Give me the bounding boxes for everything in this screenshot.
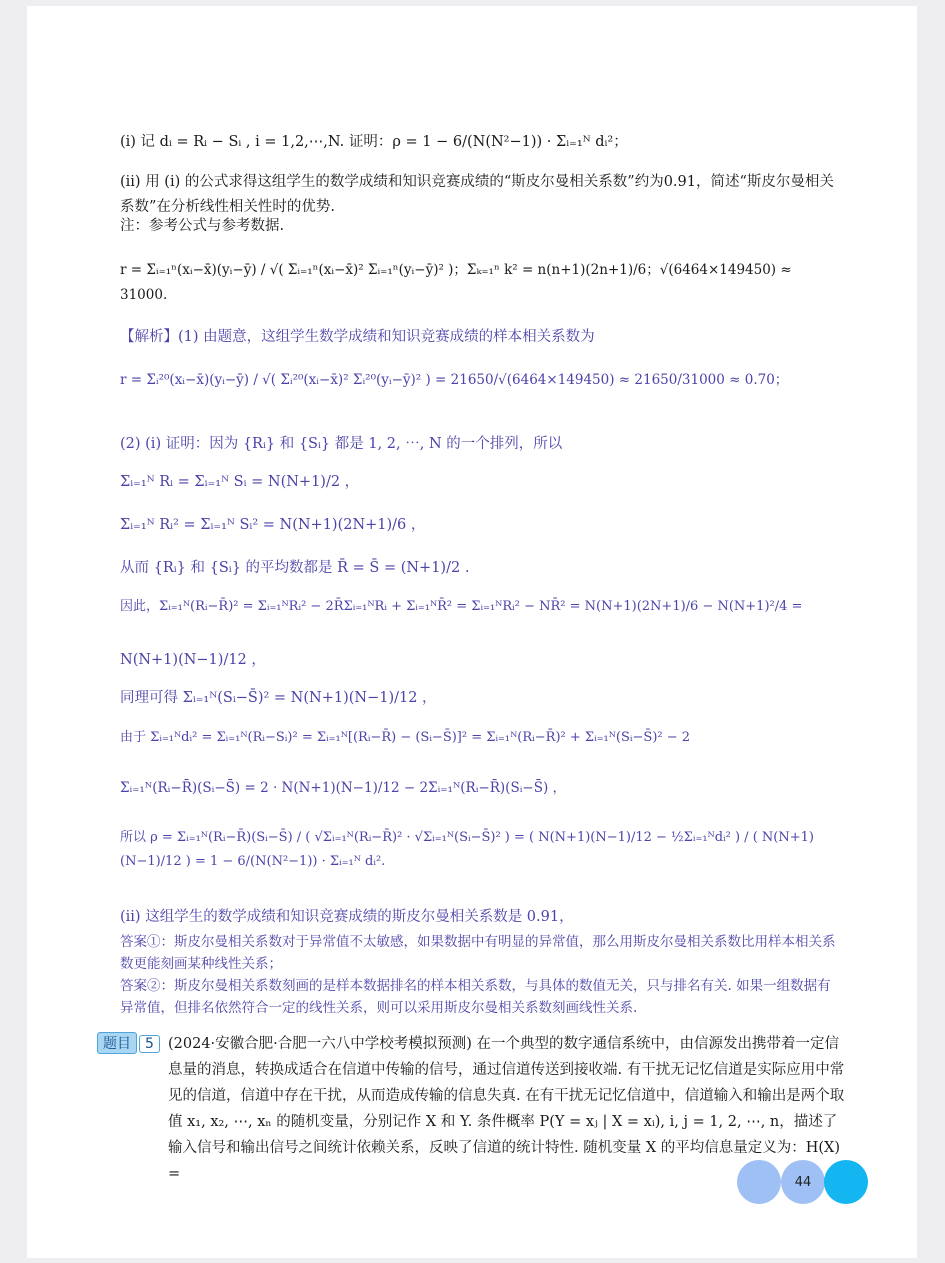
rank-mean-equation: 从而 {Rᵢ} 和 {Sᵢ} 的平均数都是 R̄ = S̄ = (N+1)/2 . <box>120 560 470 576</box>
decorative-circle-right <box>824 1160 868 1204</box>
rank-square-sum-equation: Σᵢ₌₁ᴺ Rᵢ² = Σᵢ₌₁ᴺ Sᵢ² = N(N+1)(2N+1)/6 ， <box>120 517 426 533</box>
reference-formula: r = Σᵢ₌₁ⁿ(xᵢ−x̄)(yᵢ−ȳ) / √( Σᵢ₌₁ⁿ(xᵢ−x̄)² Σᵢ₌₁ⁿ(yᵢ−ȳ)² )；Σₖ₌₁ⁿ k² = n(n+1)(2n+1)/6；√(6464×149450) ≈ 31000. <box>120 262 792 303</box>
solution-intro: 【解析】(1) 由题意，这组学生数学成绩和知识竞赛成绩的样本相关系数为 <box>120 329 595 345</box>
proof-intro: (2) (i) 证明：因为 {Rᵢ} 和 {Sᵢ} 都是 1, 2, ⋯, N 的一个排列，所以 <box>120 436 563 452</box>
next-problem-text: (2024·安徽合肥·合肥一六八中学校考模拟预测) 在一个典型的数字通信系统中，由信源发出携带着一定信息量的消息，转换成适合在信道中传输的信号，通过信道传送到接收端. 有干扰无记忆信道是实际应用中常见的信道，信道中存在干扰，从而造成传输的信息失真. 在有干扰无记忆信道中，信道输入和输出是两个取值 x₁, x₂, ⋯, xₙ 的随机变量，分别记作 X 和 Y. 条件概率 P(Y = xⱼ | X = xᵢ), i, j = 1, 2, ⋯, n，描述了输入信号和输出信号之间统计依赖关系，反映了信道的统计特性. 随机变量 X 的平均信息量定义为：H(X) = <box>168 1036 845 1182</box>
problem-part-i: (i) 记 dᵢ = Rᵢ − Sᵢ , i = 1,2,⋯,N. 证明：ρ = 1 − 6/(N(N²−1)) · Σᵢ₌₁ᴺ dᵢ²； <box>120 134 628 150</box>
page-number: 44 <box>781 1160 825 1204</box>
decorative-circle-left <box>737 1160 781 1204</box>
problem-part-ii: (ii) 用 (i) 的公式求得这组学生的数学成绩和知识竞赛成绩的“斯皮尔曼相关系数”约为0.91，简述“斯皮尔曼相关系数”在分析线性相关性时的优势. <box>120 174 834 215</box>
score-rank-variance-equation: 同理可得 Σᵢ₌₁ᴺ(Sᵢ−S̄)² = N(N+1)(N−1)/12 ， <box>120 690 437 706</box>
squared-difference-sum-equation-cont: Σᵢ₌₁ᴺ(Rᵢ−R̄)(Sᵢ−S̄) = 2 · N(N+1)(N−1)/12 − 2Σᵢ₌₁ᴺ(Rᵢ−R̄)(Sᵢ−S̄) ， <box>120 780 567 796</box>
rank-variance-equation: 因此，Σᵢ₌₁ᴺ(Rᵢ−R̄)² = Σᵢ₌₁ᴺRᵢ² − 2R̄Σᵢ₌₁ᴺRᵢ + Σᵢ₌₁ᴺR̄² = Σᵢ₌₁ᴺRᵢ² − NR̄² = N(N+1)(2N+1)/6 − N(N+1)²/4 = <box>120 599 803 614</box>
answer-one: 答案①：斯皮尔曼相关系数对于异常值不太敏感，如果数据中有明显的异常值，那么用斯皮尔曼相关系数比用样本相关系数更能刻画某种线性关系； <box>120 934 836 972</box>
squared-difference-sum-equation: 由于 Σᵢ₌₁ᴺdᵢ² = Σᵢ₌₁ᴺ(Rᵢ−Sᵢ)² = Σᵢ₌₁ᴺ[(Rᵢ−R̄) − (Sᵢ−S̄)]² = Σᵢ₌₁ᴺ(Rᵢ−R̄)² + Σᵢ₌₁ᴺ(Sᵢ−S̄)² − 2 <box>120 730 691 745</box>
problem-tag-label: 题目 <box>97 1032 137 1054</box>
problem-tag-number: 5 <box>139 1035 160 1053</box>
rank-variance-result: N(N+1)(N−1)/12 ， <box>120 652 266 668</box>
rank-sum-equation: Σᵢ₌₁ᴺ Rᵢ = Σᵢ₌₁ᴺ Sᵢ = N(N+1)/2 ， <box>120 474 360 490</box>
solution-part-ii: (ii) 这组学生的数学成绩和知识竞赛成绩的斯皮尔曼相关系数是 0.91， <box>120 909 574 925</box>
spearman-rho-derivation: 所以 ρ = Σᵢ₌₁ᴺ(Rᵢ−R̄)(Sᵢ−S̄) / ( √Σᵢ₌₁ᴺ(Rᵢ−R̄)² · √Σᵢ₌₁ᴺ(Sᵢ−S̄)² ) = ( N(N+1)(N−1)/12 − ½Σᵢ₌₁ᴺdᵢ² ) / ( N(N+1)(N−1)/12 ) = 1 − 6/(N(N²−1)) · Σᵢ₌₁ᴺ dᵢ². <box>120 830 814 869</box>
problem-tag <box>97 1032 160 1054</box>
correlation-calculation: r = Σᵢ²⁰(xᵢ−x̄)(yᵢ−ȳ) / √( Σᵢ²⁰(xᵢ−x̄)² Σᵢ²⁰(yᵢ−ȳ)² ) = 21650/√(6464×149450) ≈ 21650/31000 ≈ 0.70； <box>120 372 789 388</box>
answer-two: 答案②：斯皮尔曼相关系数刻画的是样本数据排名的样本相关系数，与具体的数值无关，只与排名有关. 如果一组数据有异常值，但排名依然符合一定的线性关系，则可以采用斯皮尔曼相关系数刻画线性关系. <box>120 978 831 1016</box>
problem-note: 注：参考公式与参考数据. <box>120 218 285 234</box>
